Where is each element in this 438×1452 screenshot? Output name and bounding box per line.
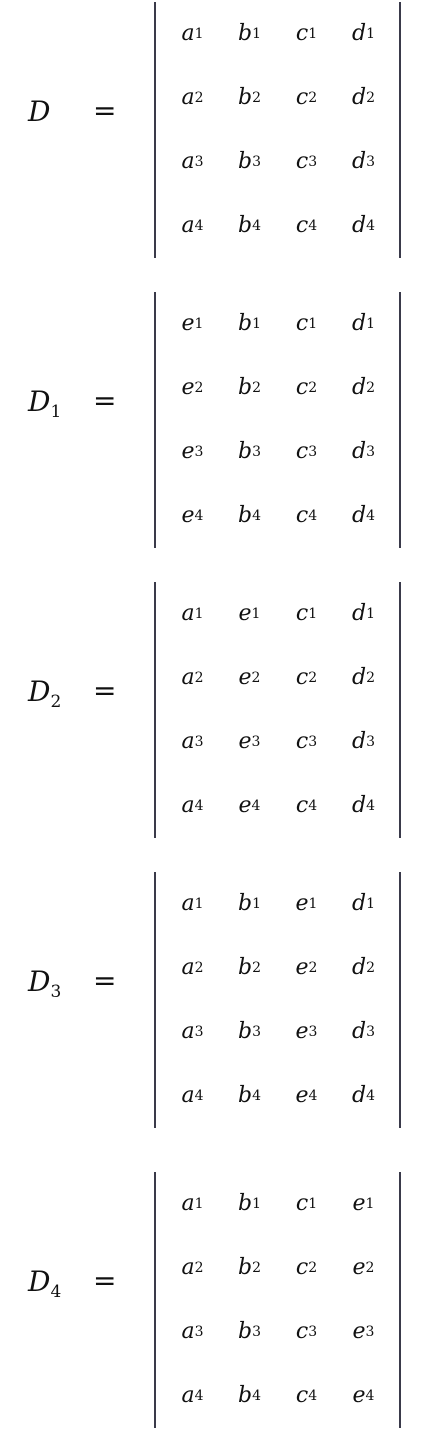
equals-sign: = bbox=[93, 1264, 117, 1297]
left-determinant-bar bbox=[154, 1172, 156, 1428]
matrix-entry: c 1 bbox=[295, 601, 318, 626]
matrix-entry: d 1 bbox=[351, 21, 375, 46]
determinant-matrix bbox=[164, 1172, 392, 1428]
matrix-entry: b 3 bbox=[237, 1319, 261, 1344]
matrix-entry: e 3 bbox=[352, 1319, 375, 1344]
matrix-entry: a 3 bbox=[181, 1019, 204, 1044]
matrix-entry: d 2 bbox=[351, 85, 375, 110]
matrix-entry: a 2 bbox=[181, 1255, 204, 1280]
determinant-label: D bbox=[28, 95, 51, 128]
matrix-entry: e 3 bbox=[238, 729, 261, 754]
determinant-matrix bbox=[164, 292, 392, 548]
matrix-entry: c 2 bbox=[295, 375, 318, 400]
matrix-entry: a 3 bbox=[181, 1319, 204, 1344]
matrix-entry: b 1 bbox=[237, 311, 261, 336]
matrix-entry: d 2 bbox=[351, 375, 375, 400]
matrix-entry: c 2 bbox=[295, 85, 318, 110]
matrix-entry: c 4 bbox=[295, 503, 318, 528]
matrix-entry: c 4 bbox=[295, 793, 318, 818]
matrix-entry: c 3 bbox=[295, 1319, 318, 1344]
matrix-entry: d 1 bbox=[351, 311, 375, 336]
matrix-entry: b 1 bbox=[237, 21, 261, 46]
determinant-label: $D_3$ bbox=[28, 965, 62, 1002]
matrix-entry: c 1 bbox=[295, 1191, 318, 1216]
matrix-entry: e 4 bbox=[295, 1083, 318, 1108]
matrix-entry: d 4 bbox=[351, 213, 375, 238]
matrix-entry: d 2 bbox=[351, 665, 375, 690]
matrix-entry: d 4 bbox=[351, 503, 375, 528]
matrix-entry: e 3 bbox=[181, 439, 204, 464]
matrix-entry: b 4 bbox=[237, 213, 261, 238]
left-determinant-bar bbox=[154, 2, 156, 258]
matrix-entry: a 1 bbox=[181, 21, 204, 46]
right-determinant-bar bbox=[399, 292, 401, 548]
matrix-entry: a 3 bbox=[181, 729, 204, 754]
determinant-d4 bbox=[0, 1138, 438, 1428]
matrix-entry: c 3 bbox=[295, 729, 318, 754]
determinant-d bbox=[0, 0, 438, 258]
matrix-entry: a 3 bbox=[181, 149, 204, 174]
matrix-entry: b 4 bbox=[237, 1383, 261, 1408]
right-determinant-bar bbox=[399, 872, 401, 1128]
determinant-matrix bbox=[164, 872, 392, 1128]
matrix-entry: a 1 bbox=[181, 891, 204, 916]
determinant-matrix bbox=[164, 582, 392, 838]
matrix-entry: b 1 bbox=[237, 891, 261, 916]
matrix-entry: a 4 bbox=[181, 793, 204, 818]
matrix-entry: e 2 bbox=[352, 1255, 375, 1280]
matrix-entry: a 2 bbox=[181, 665, 204, 690]
matrix-entry: e 2 bbox=[295, 955, 318, 980]
matrix-entry: e 1 bbox=[295, 891, 318, 916]
matrix-entry: e 3 bbox=[295, 1019, 318, 1044]
matrix-entry: b 3 bbox=[237, 149, 261, 174]
left-determinant-bar bbox=[154, 872, 156, 1128]
matrix-entry: a 4 bbox=[181, 213, 204, 238]
matrix-entry: d 4 bbox=[351, 1083, 375, 1108]
matrix-entry: d 3 bbox=[351, 149, 375, 174]
matrix-entry: d 3 bbox=[351, 729, 375, 754]
matrix-entry: b 1 bbox=[237, 1191, 261, 1216]
matrix-entry: c 4 bbox=[295, 213, 318, 238]
determinant-matrix bbox=[164, 2, 392, 258]
equals-sign: = bbox=[93, 674, 117, 707]
matrix-entry: a 4 bbox=[181, 1083, 204, 1108]
right-determinant-bar bbox=[399, 1172, 401, 1428]
matrix-entry: a 1 bbox=[181, 1191, 204, 1216]
matrix-entry: c 3 bbox=[295, 439, 318, 464]
matrix-entry: c 1 bbox=[295, 21, 318, 46]
matrix-entry: d 1 bbox=[351, 891, 375, 916]
matrix-entry: b 3 bbox=[237, 1019, 261, 1044]
left-determinant-bar bbox=[154, 292, 156, 548]
matrix-entry: c 4 bbox=[295, 1383, 318, 1408]
matrix-entry: d 4 bbox=[351, 793, 375, 818]
matrix-entry: e 2 bbox=[238, 665, 261, 690]
matrix-entry: e 4 bbox=[238, 793, 261, 818]
matrix-entry: b 2 bbox=[237, 375, 261, 400]
matrix-entry: d 3 bbox=[351, 1019, 375, 1044]
determinant-d2 bbox=[0, 548, 438, 838]
matrix-entry: e 1 bbox=[181, 311, 204, 336]
matrix-entry: c 2 bbox=[295, 665, 318, 690]
right-determinant-bar bbox=[399, 2, 401, 258]
matrix-entry: c 3 bbox=[295, 149, 318, 174]
matrix-entry: e 1 bbox=[238, 601, 261, 626]
matrix-entry: c 1 bbox=[295, 311, 318, 336]
matrix-entry: b 2 bbox=[237, 85, 261, 110]
left-determinant-bar bbox=[154, 582, 156, 838]
matrix-entry: a 1 bbox=[181, 601, 204, 626]
equals-sign: = bbox=[93, 94, 117, 127]
matrix-entry: e 4 bbox=[181, 503, 204, 528]
matrix-entry: d 1 bbox=[351, 601, 375, 626]
matrix-entry: a 2 bbox=[181, 85, 204, 110]
matrix-entry: e 4 bbox=[352, 1383, 375, 1408]
matrix-entry: b 2 bbox=[237, 955, 261, 980]
matrix-entry: a 2 bbox=[181, 955, 204, 980]
matrix-entry: b 3 bbox=[237, 439, 261, 464]
matrix-entry: d 2 bbox=[351, 955, 375, 980]
matrix-entry: e 2 bbox=[181, 375, 204, 400]
right-determinant-bar bbox=[399, 582, 401, 838]
determinant-d1 bbox=[0, 258, 438, 548]
determinant-d3 bbox=[0, 838, 438, 1128]
equals-sign: = bbox=[93, 964, 117, 997]
matrix-entry: b 4 bbox=[237, 1083, 261, 1108]
determinant-label: $D_4$ bbox=[28, 1265, 62, 1302]
equals-sign: = bbox=[93, 384, 117, 417]
matrix-entry: d 3 bbox=[351, 439, 375, 464]
matrix-entry: b 4 bbox=[237, 503, 261, 528]
matrix-entry: c 2 bbox=[295, 1255, 318, 1280]
matrix-entry: b 2 bbox=[237, 1255, 261, 1280]
determinant-label: $D_1$ bbox=[28, 385, 62, 422]
matrix-entry: a 4 bbox=[181, 1383, 204, 1408]
matrix-entry: e 1 bbox=[352, 1191, 375, 1216]
determinant-label: $D_2$ bbox=[28, 675, 62, 712]
